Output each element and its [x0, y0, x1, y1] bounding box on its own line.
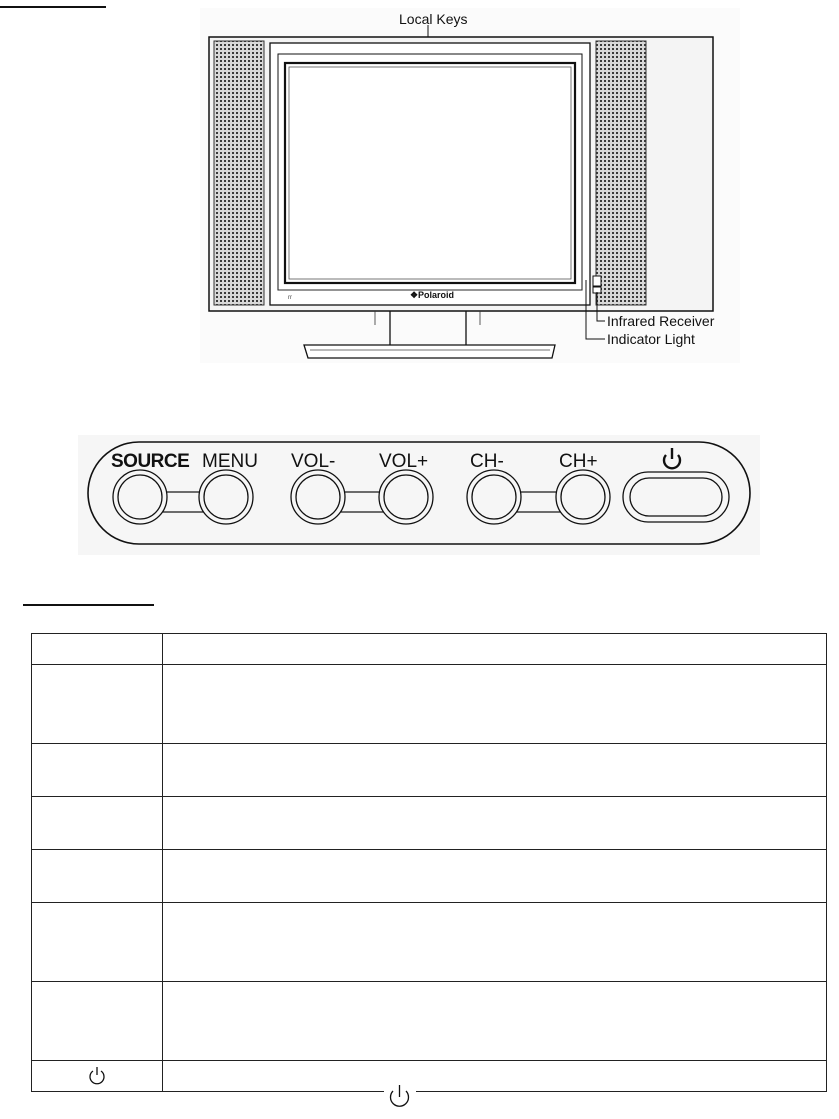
- table-cell-key-power: [32, 1061, 163, 1092]
- section-heading-underline-top: [0, 6, 106, 8]
- key-label-vol-plus: VOL+: [379, 451, 429, 472]
- key-label-ch-plus: CH+: [559, 451, 598, 472]
- tv-drawing: [200, 8, 740, 363]
- power-icon: [88, 1065, 106, 1085]
- table-cell-key: [32, 744, 163, 797]
- table-header-description: [163, 634, 827, 665]
- table-cell-key: [32, 797, 163, 850]
- right-speaker-grille: [596, 41, 646, 305]
- key-label-vol-minus: VOL-: [291, 451, 336, 472]
- power-icon: [384, 1082, 416, 1114]
- table-cell-description: [163, 1061, 827, 1092]
- power-button[interactable]: [626, 471, 726, 523]
- brand-name: Polaroid: [418, 290, 455, 300]
- source-button[interactable]: [113, 470, 167, 524]
- key-label-menu: MENU: [202, 451, 258, 472]
- table-row: [32, 1061, 827, 1092]
- key-description-table: [31, 633, 827, 1092]
- table-row: [32, 982, 827, 1061]
- small-logo: rr: [288, 295, 292, 301]
- table-cell-description: [163, 982, 827, 1061]
- table-cell-description: [163, 850, 827, 903]
- table-cell-key: [32, 665, 163, 744]
- local-keys-panel: [78, 435, 760, 555]
- vol-plus-button[interactable]: [379, 470, 433, 524]
- callout-infrared-receiver: Infrared Receiver: [607, 313, 715, 329]
- table-row: [32, 744, 827, 797]
- table-row: [32, 850, 827, 903]
- table-cell-key: [32, 850, 163, 903]
- ch-minus-button[interactable]: [467, 470, 521, 524]
- table-cell-description: [163, 744, 827, 797]
- brand-logo: ❖: [410, 290, 419, 300]
- table-row: [32, 797, 827, 850]
- callout-local-keys: Local Keys: [399, 11, 468, 27]
- tv-screen: [285, 63, 575, 283]
- section-heading-underline-bottom: [23, 604, 154, 606]
- table-header-row: [32, 634, 827, 665]
- key-label-ch-minus: CH-: [470, 451, 504, 472]
- table-header-key: [32, 634, 163, 665]
- table-cell-description: [163, 797, 827, 850]
- left-speaker-grille: [214, 41, 264, 305]
- vol-minus-button[interactable]: [291, 470, 345, 524]
- tv-front-diagram: [200, 8, 740, 363]
- callout-indicator-light: Indicator Light: [607, 331, 695, 347]
- table-cell-key: [32, 982, 163, 1061]
- ch-plus-button[interactable]: [556, 470, 610, 524]
- menu-button[interactable]: [199, 470, 253, 524]
- table-cell-description: [163, 665, 827, 744]
- table-cell-key: [32, 903, 163, 982]
- key-label-source: SOURCE: [111, 451, 190, 472]
- table-cell-description: [163, 903, 827, 982]
- table-row: [32, 903, 827, 982]
- table-row: [32, 665, 827, 744]
